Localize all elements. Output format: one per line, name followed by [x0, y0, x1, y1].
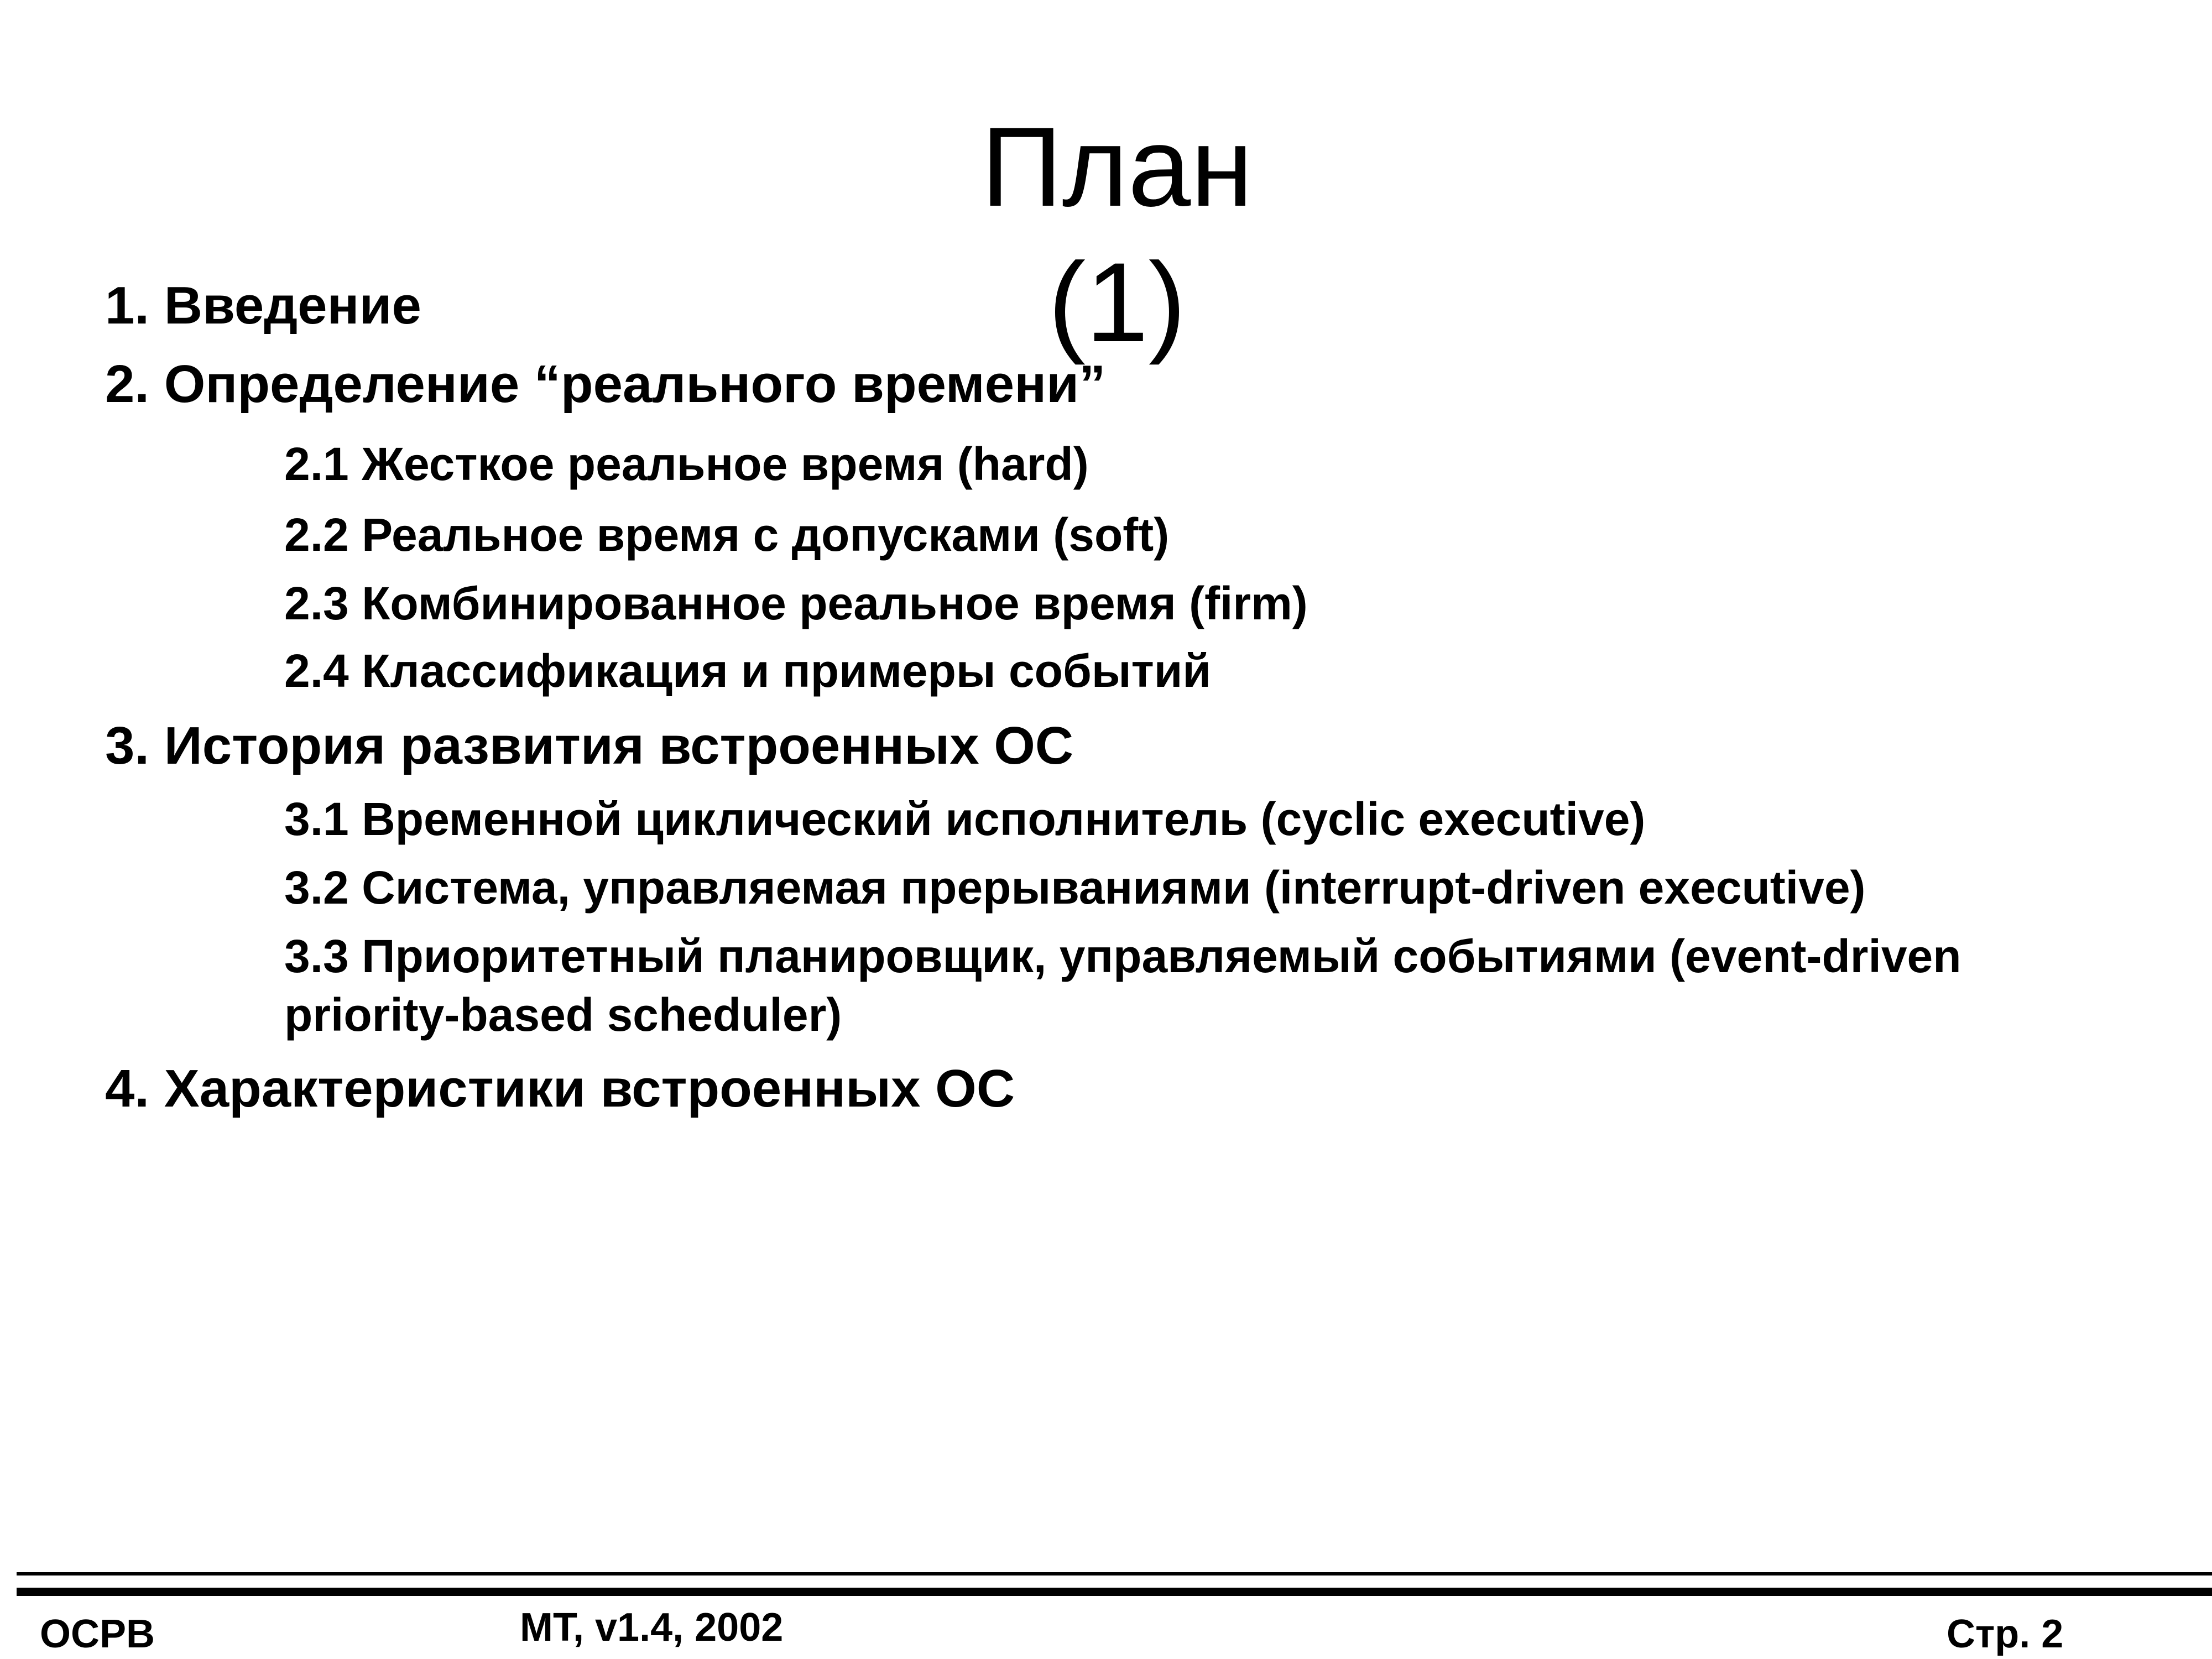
footer-divider-thin [17, 1572, 2212, 1575]
outline-item-1: 1. Введение [105, 276, 421, 335]
outline-item-2-2: 2.2 Реальное время с допусками (soft) [284, 509, 1170, 561]
outline-item-2-4: 2.4 Классификация и примеры событий [284, 645, 1212, 697]
outline-item-3-3: 3.3 Приоритетный планировщик, управляемый событиями (event-driven priority-based scheduler) [284, 930, 1961, 1041]
outline-item-3-1: 3.1 Временной циклический исполнитель (cyclic executive) [284, 793, 1646, 845]
outline-item-2: 2. Определение “реального времени” [105, 354, 1106, 414]
footer-page-number: Стр. 2 [1947, 1612, 2064, 1656]
footer-divider-thick [17, 1588, 2212, 1596]
outline-item-4: 4. Характеристики встроенных ОС [105, 1059, 1015, 1118]
footer-course-label: ОСРВ [40, 1612, 155, 1656]
outline-item-3-2: 3.2 Система, управляемая прерываниями (interrupt-driven executive) [284, 862, 1866, 914]
footer-version-label: MT, v1.4, 2002 [520, 1605, 784, 1650]
outline-item-3: 3. История развития встроенных ОС [105, 716, 1074, 775]
slide-title-line-1: План [981, 104, 1253, 230]
outline-item-2-3: 2.3 Комбинированное реальное время (firm) [284, 577, 1308, 629]
outline-item-2-1: 2.1 Жесткое реальное время (hard) [284, 438, 1089, 490]
slide-title-line-2: (1) [1048, 239, 1186, 366]
